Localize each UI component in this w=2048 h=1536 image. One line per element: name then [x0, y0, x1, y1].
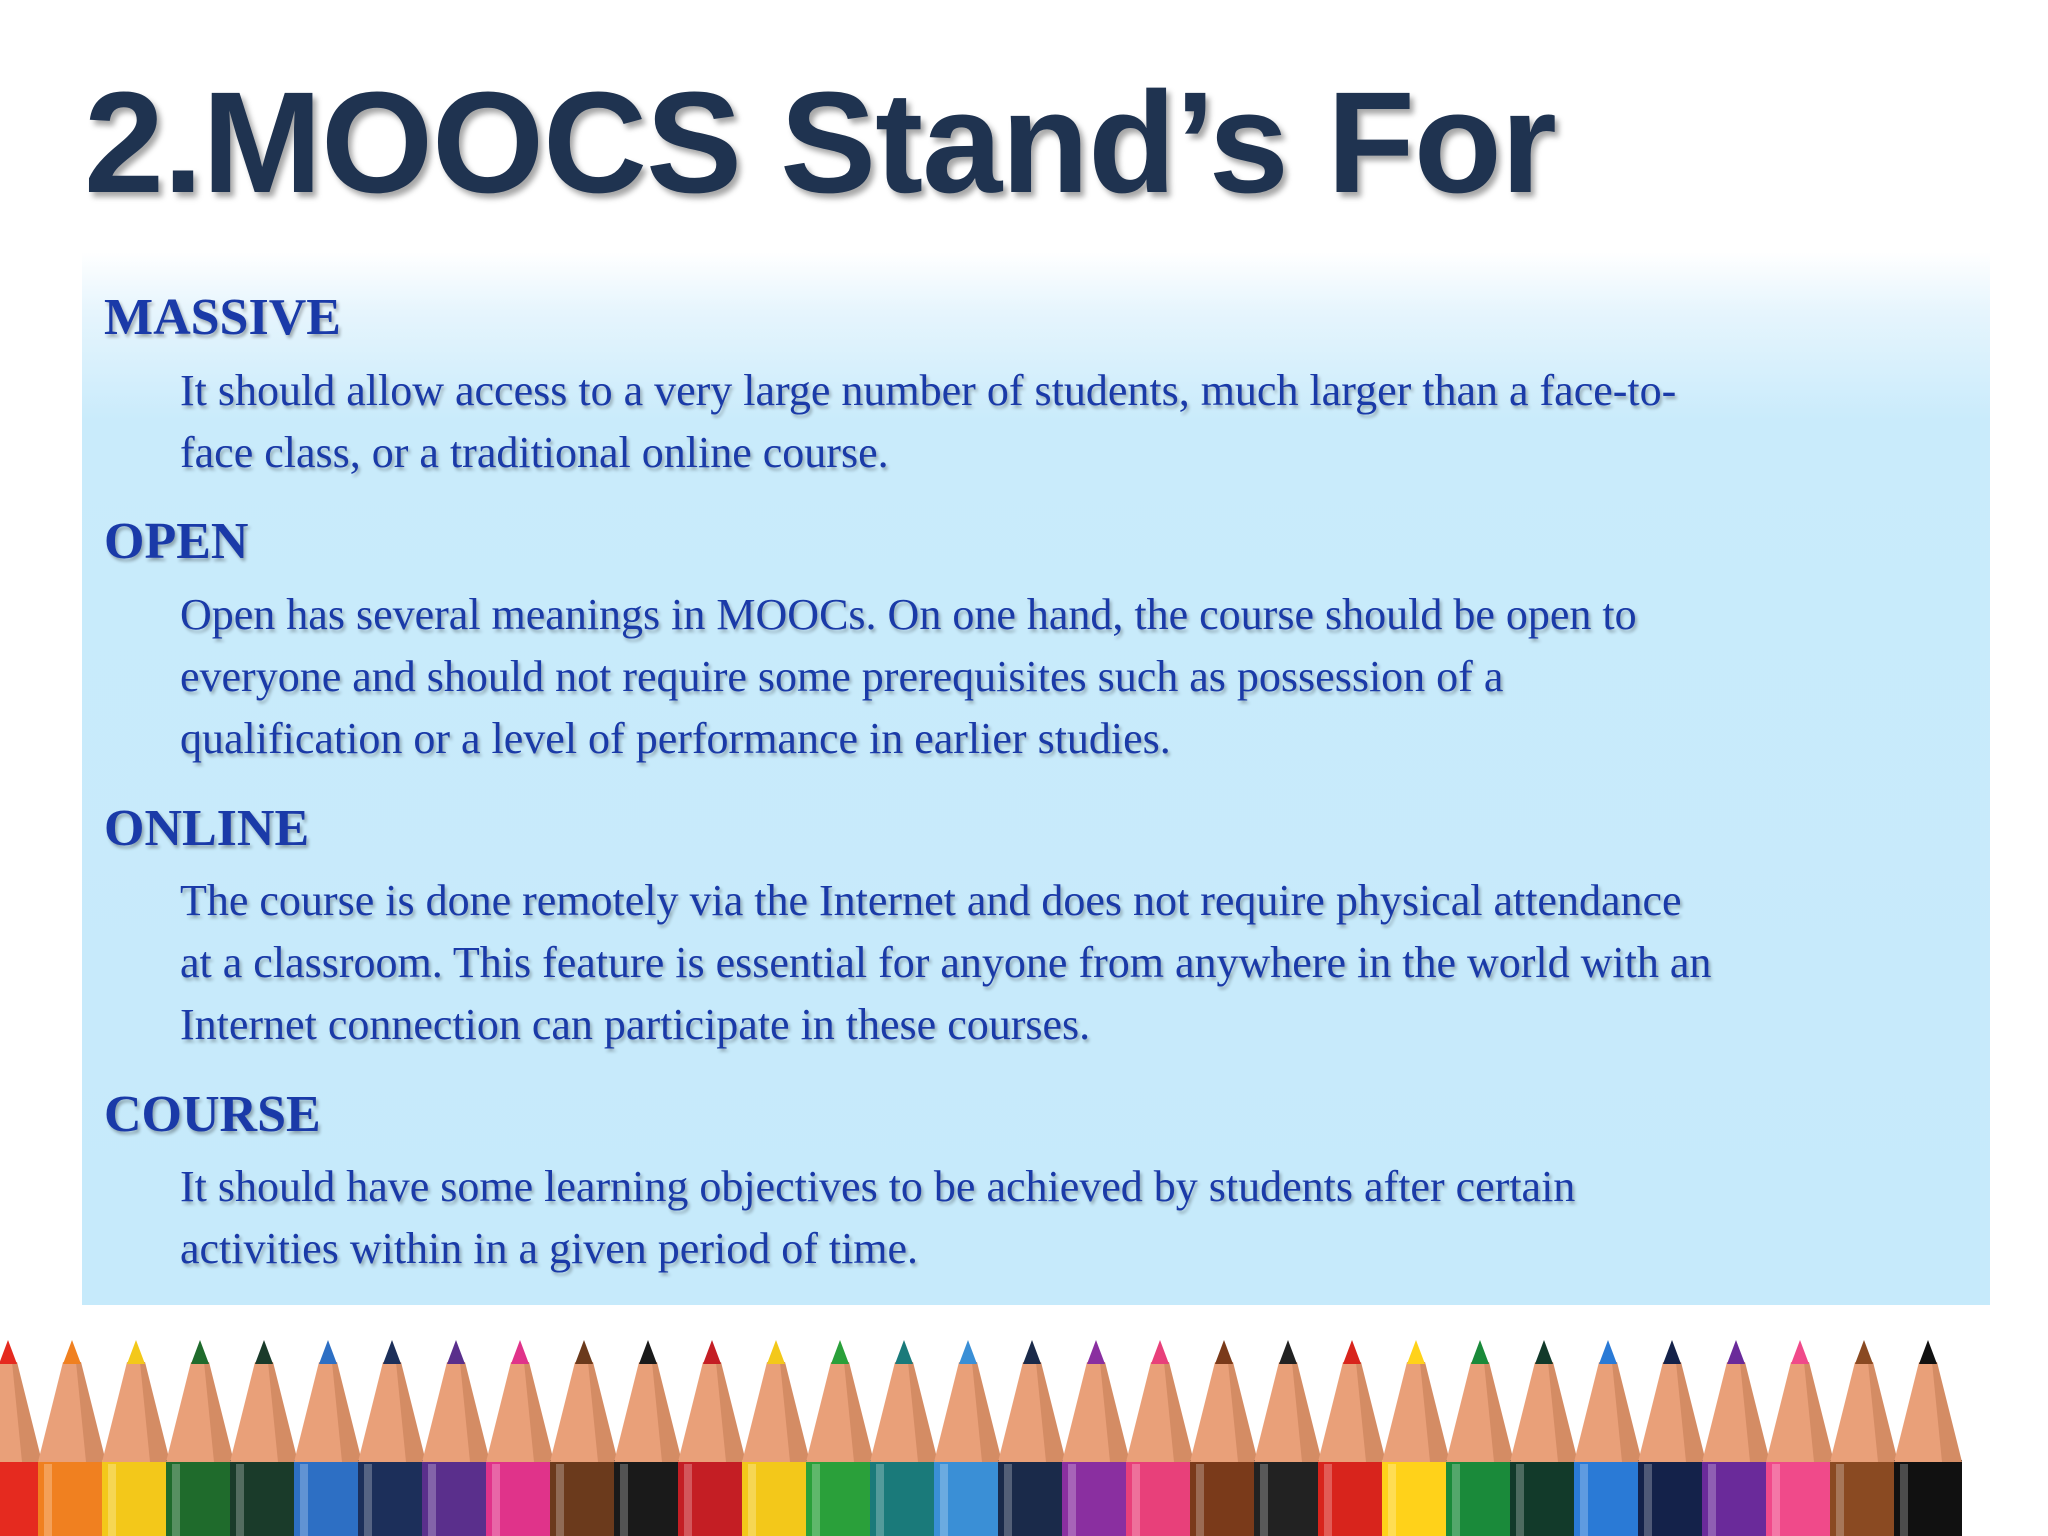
pencil [614, 1340, 682, 1536]
pencil [422, 1340, 490, 1536]
pencil [1254, 1340, 1322, 1536]
pencil [742, 1340, 810, 1536]
content-box [82, 252, 1990, 1305]
pencil [1126, 1340, 1194, 1536]
pencil [1382, 1340, 1450, 1536]
pencil [1702, 1340, 1770, 1536]
pencil [870, 1340, 938, 1536]
pencil [550, 1340, 618, 1536]
desc-line: at a classroom. This feature is essential for anyone from anywhere in the world with an [180, 938, 1712, 987]
desc-line: face class, or a traditional online course. [180, 428, 889, 477]
desc-line: qualification or a level of performance in earlier studies. [180, 714, 1171, 763]
pencil [1638, 1340, 1706, 1536]
desc-online [180, 870, 1980, 1056]
desc-line: It should have some learning objectives to be achieved by students after certain [180, 1162, 1576, 1211]
pencil [1318, 1340, 1386, 1536]
pencil [1574, 1340, 1642, 1536]
slide-title: 2.MOOCS Stand’s For [84, 62, 1556, 223]
pencil [1510, 1340, 1578, 1536]
desc-massive [180, 360, 1980, 484]
pencil [806, 1340, 874, 1536]
pencil [1190, 1340, 1258, 1536]
pencil [486, 1340, 554, 1536]
pencil [102, 1340, 170, 1536]
term-massive: MASSIVE [104, 289, 341, 346]
desc-line: activities within in a given period of time. [180, 1224, 919, 1273]
pencil [1062, 1340, 1130, 1536]
pencil [166, 1340, 234, 1536]
desc-line: Open has several meanings in MOOCs. On one hand, the course should be open to [180, 590, 1637, 639]
desc-open [180, 584, 1980, 770]
pencil [998, 1340, 1066, 1536]
pencil [294, 1340, 362, 1536]
term-course: COURSE [104, 1086, 321, 1143]
term-online: ONLINE [104, 800, 310, 857]
pencil [934, 1340, 1002, 1536]
desc-line: everyone and should not require some prerequisites such as possession of a [180, 652, 1504, 701]
pencil [0, 1340, 42, 1536]
pencil [1830, 1340, 1898, 1536]
pencil [38, 1340, 106, 1536]
pencil [230, 1340, 298, 1536]
pencils-border-image [0, 1340, 2048, 1536]
desc-line: The course is done remotely via the Internet and does not require physical attendance [180, 876, 1682, 925]
pencil [358, 1340, 426, 1536]
pencil [1446, 1340, 1514, 1536]
desc-line: It should allow access to a very large number of students, much larger than a face-to- [180, 366, 1677, 415]
pencil [1894, 1340, 1962, 1536]
desc-line: Internet connection can participate in these courses. [180, 1000, 1091, 1049]
pencil [1766, 1340, 1834, 1536]
term-open: OPEN [104, 513, 249, 570]
desc-course [180, 1156, 1980, 1280]
pencil [678, 1340, 746, 1536]
